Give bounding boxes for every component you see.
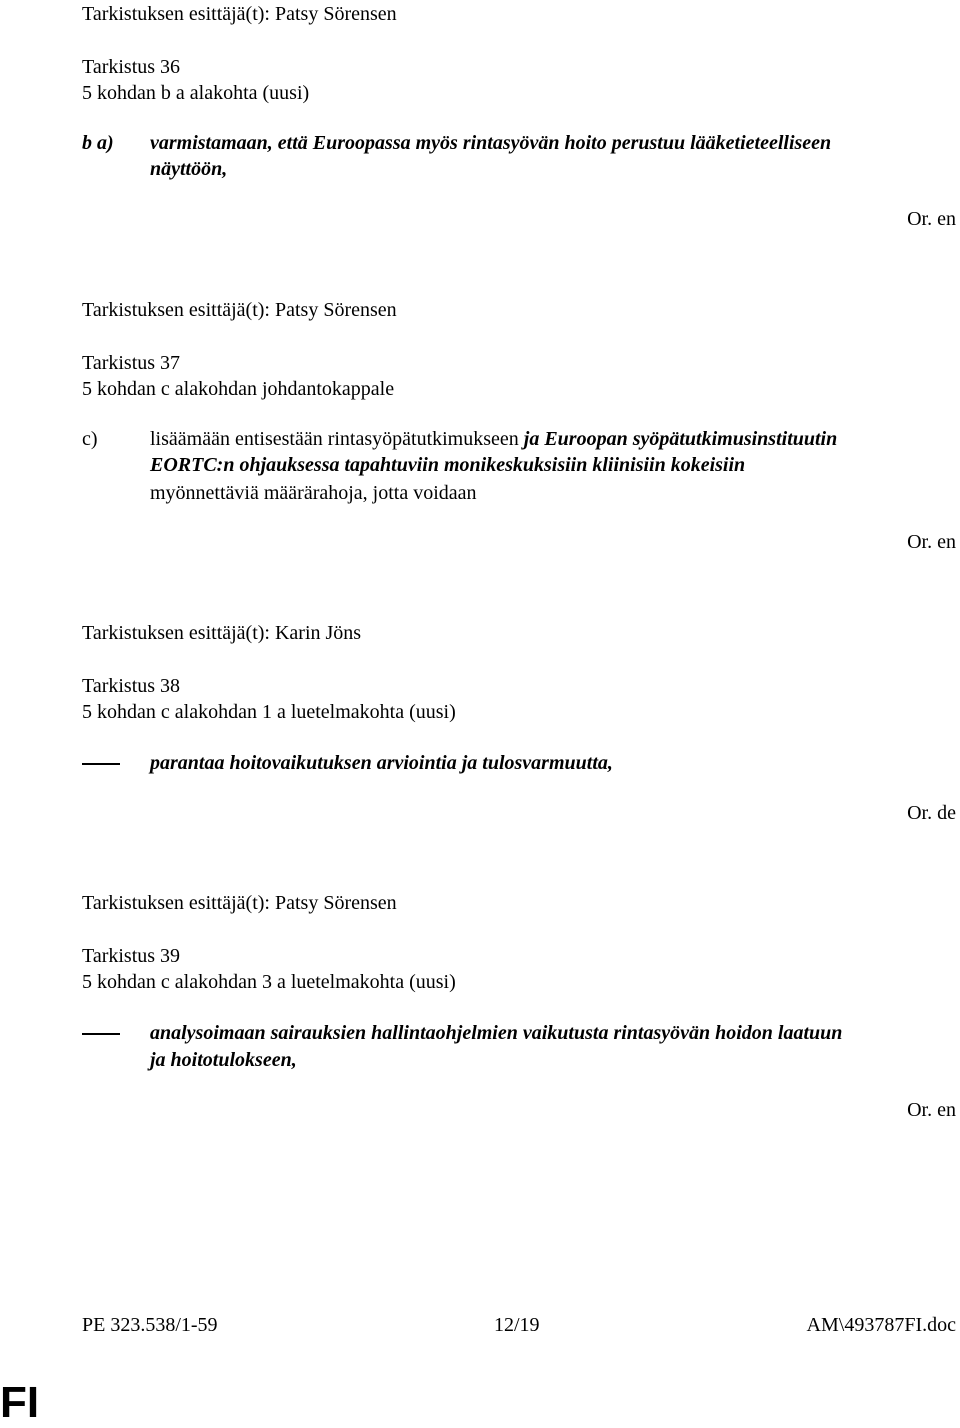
amendment-text-line: myönnettäviä määrärahoja, jotta voidaan — [150, 482, 477, 504]
amendment-author: Tarkistuksen esittäjä(t): Patsy Sörensen — [82, 3, 397, 25]
item-label: b a) — [82, 132, 114, 154]
original-language: Or. en — [907, 1099, 956, 1121]
bullet-dash — [82, 763, 120, 765]
amendment-reference: 5 kohdan c alakohdan 1 a luetelmakohta (uusi) — [82, 701, 456, 723]
amendment-number: Tarkistus 36 — [82, 56, 181, 78]
amendment-number: Tarkistus 37 — [82, 352, 181, 374]
amendment-text-line — [150, 427, 837, 451]
amendment-author: Tarkistuksen esittäjä(t): Karin Jöns — [82, 622, 362, 644]
original-language: Or. de — [907, 802, 956, 824]
footer-document-reference: PE 323.538/1-59 — [82, 1314, 218, 1336]
added-text: ja Euroopan syöpätutkimusinstituutin — [523, 428, 838, 450]
bullet-dash — [82, 1033, 120, 1035]
amendment-text-line: parantaa hoitovaikutuksen arviointia ja tulosvarmuutta, — [150, 752, 613, 774]
added-text-line: EORTC:n ohjauksessa tapahtuviin monikeskuksisiin kliinisiin kokeisiin — [150, 454, 746, 476]
item-label: c) — [82, 428, 98, 450]
amendment-number: Tarkistus 39 — [82, 945, 181, 967]
amendment-reference: 5 kohdan c alakohdan johdantokappale — [82, 378, 395, 400]
footer-language-code: FI — [0, 1378, 40, 1427]
footer-page-number: 12/19 — [494, 1314, 540, 1336]
original-language: Or. en — [907, 208, 956, 230]
amendment-author: Tarkistuksen esittäjä(t): Patsy Sörensen — [82, 892, 397, 914]
amendment-text-line: ja hoitotulokseen, — [150, 1049, 297, 1071]
amendment-number: Tarkistus 38 — [82, 675, 181, 697]
amendment-text-line: analysoimaan sairauksien hallintaohjelmien vaikutusta rintasyövän hoidon laatuun — [150, 1022, 843, 1044]
amendment-text-line: näyttöön, — [150, 158, 228, 180]
footer-file-name: AM\493787FI.doc — [806, 1314, 956, 1336]
amendment-author: Tarkistuksen esittäjä(t): Patsy Sörensen — [82, 299, 397, 321]
amendment-reference: 5 kohdan c alakohdan 3 a luetelmakohta (uusi) — [82, 971, 456, 993]
original-language: Or. en — [907, 531, 956, 553]
plain-text: lisäämään entisestään rintasyöpätutkimukseen — [150, 428, 524, 450]
amendment-text-line: varmistamaan, että Euroopassa myös rintasyövän hoito perustuu lääketieteelliseen — [150, 132, 832, 154]
amendment-reference: 5 kohdan b a alakohta (uusi) — [82, 82, 310, 104]
